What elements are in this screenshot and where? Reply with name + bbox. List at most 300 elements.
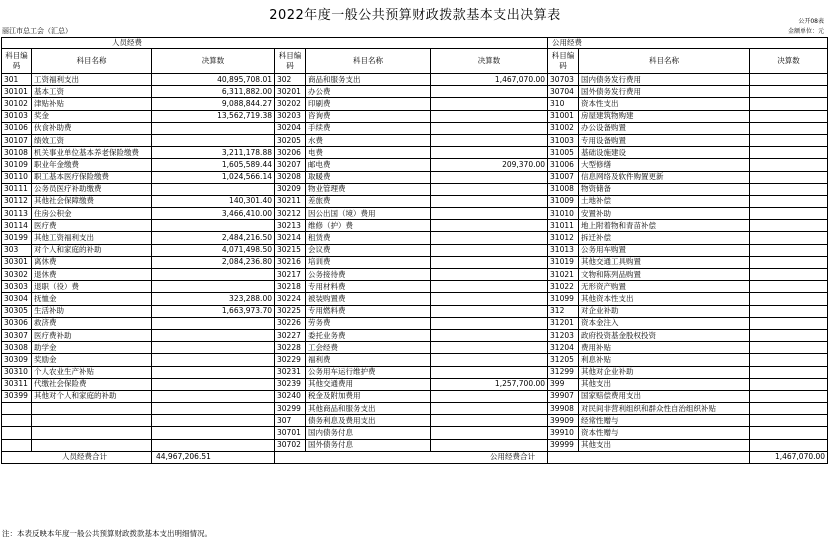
subject-name: 物资储备 (579, 183, 750, 195)
subject-name: 资本性赠与 (579, 427, 750, 439)
amount (750, 232, 828, 244)
amount (750, 244, 828, 256)
subject-name: 专用设备购置 (579, 134, 750, 146)
subject-name: 公务用车购置 (579, 244, 750, 256)
subject-name: 专用燃料费 (306, 305, 431, 317)
subject-code: 31204 (548, 342, 579, 354)
subject-name: 被装购置费 (306, 293, 431, 305)
subject-code: 30216 (275, 256, 306, 268)
amount (152, 329, 275, 341)
subject-name: 福利费 (306, 354, 431, 366)
subject-name: 退职（役）费 (32, 281, 152, 293)
subject-name: 办公费 (306, 86, 431, 98)
subject-code: 30112 (2, 195, 32, 207)
subject-name: 文物和陈列品购置 (579, 269, 750, 281)
subject-name: 资本金注入 (579, 317, 750, 329)
subject-name: 税金及附加费用 (306, 390, 431, 402)
amount (431, 403, 548, 415)
amount (431, 220, 548, 232)
amount (750, 147, 828, 159)
personnel-total-label: 人员经费合计 (2, 451, 152, 463)
subject-name: 其他对个人和家庭的补助 (32, 390, 152, 402)
subject-name (32, 427, 152, 439)
subject-code: 39908 (548, 403, 579, 415)
table-row (2, 439, 828, 451)
subject-code: 31019 (548, 256, 579, 268)
subject-code: 30106 (2, 122, 32, 134)
subject-name: 物业管理费 (306, 183, 431, 195)
amount (750, 159, 828, 171)
subject-code: 39909 (548, 415, 579, 427)
page-title: 2022年度一般公共预算财政拨款基本支出决算表 (269, 8, 561, 23)
subject-code: 30305 (2, 305, 32, 317)
subject-code: 30226 (275, 317, 306, 329)
subject-code (2, 415, 32, 427)
header-amount: 决算数 (750, 49, 828, 74)
header-name: 科目名称 (306, 49, 431, 74)
subject-name: 办公设备购置 (579, 122, 750, 134)
subject-name: 会议费 (306, 244, 431, 256)
subject-code (2, 403, 32, 415)
subject-code: 31002 (548, 122, 579, 134)
subject-code: 30229 (275, 354, 306, 366)
amount (152, 378, 275, 390)
subject-code: 30204 (275, 122, 306, 134)
table-row (2, 427, 828, 439)
subject-code: 30704 (548, 86, 579, 98)
amount (431, 208, 548, 220)
table-row (2, 403, 828, 415)
subject-code: 30304 (2, 293, 32, 305)
amount (431, 134, 548, 146)
subject-code: 31203 (548, 329, 579, 341)
subject-code: 30214 (275, 232, 306, 244)
subject-code: 30301 (2, 256, 32, 268)
subject-code: 301 (2, 74, 32, 86)
subject-code: 310 (548, 98, 579, 110)
subject-name: 其他支出 (579, 378, 750, 390)
subject-code: 30201 (275, 86, 306, 98)
table-row (2, 232, 828, 244)
table-row (2, 354, 828, 366)
subject-name: 对个人和家庭的补助 (32, 244, 152, 256)
totals-row (2, 451, 828, 463)
subject-code: 30303 (2, 281, 32, 293)
amount: 1,257,700.00 (431, 378, 548, 390)
amount (750, 305, 828, 317)
subject-name: 住房公积金 (32, 208, 152, 220)
amount (431, 293, 548, 305)
table-row (2, 378, 828, 390)
subject-name: 救济费 (32, 317, 152, 329)
subject-code: 30227 (275, 329, 306, 341)
subject-name: 其他商品和服务支出 (306, 403, 431, 415)
amount: 40,895,708.01 (152, 74, 275, 86)
amount (431, 147, 548, 159)
unit-label: 金额单位：元 (787, 28, 824, 35)
subject-name: 经常性赠与 (579, 415, 750, 427)
subject-code: 30207 (275, 159, 306, 171)
amount (431, 269, 548, 281)
subject-code: 307 (275, 415, 306, 427)
footnote: 注：本表反映本年度一般公共预算财政拨款基本支出明细情况。 (2, 529, 212, 538)
subject-code (2, 427, 32, 439)
subject-name: 其他交通工具购置 (579, 256, 750, 268)
amount (431, 342, 548, 354)
amount (750, 74, 828, 86)
amount (431, 98, 548, 110)
subject-name: 工资福利支出 (32, 74, 152, 86)
table-row (2, 342, 828, 354)
expenditure-table (1, 37, 828, 464)
amount (431, 110, 548, 122)
subject-name: 邮电费 (306, 159, 431, 171)
subject-code: 30111 (2, 183, 32, 195)
amount: 140,301.40 (152, 195, 275, 207)
subject-code: 30218 (275, 281, 306, 293)
subject-name: 国内债务发行费用 (579, 74, 750, 86)
subject-code: 30199 (2, 232, 32, 244)
subject-code: 31010 (548, 208, 579, 220)
subject-code: 30213 (275, 220, 306, 232)
subject-code: 30311 (2, 378, 32, 390)
amount (750, 183, 828, 195)
subject-code: 30211 (275, 195, 306, 207)
amount (750, 378, 828, 390)
subject-code: 30102 (2, 98, 32, 110)
form-number: 公开08表 (798, 18, 824, 25)
public-total-label: 公用经费合计 (275, 451, 548, 463)
header-code: 科目编码 (2, 49, 32, 74)
subject-name: 其他支出 (579, 439, 750, 451)
amount (750, 220, 828, 232)
amount (152, 427, 275, 439)
subject-code: 30203 (275, 110, 306, 122)
subject-code: 39907 (548, 390, 579, 402)
amount (750, 439, 828, 451)
subject-code: 31001 (548, 110, 579, 122)
subject-name: 拆迁补偿 (579, 232, 750, 244)
amount (750, 342, 828, 354)
table-row (2, 110, 828, 122)
subject-name: 资本性支出 (579, 98, 750, 110)
subject-name: 国家赔偿费用支出 (579, 390, 750, 402)
table-row (2, 366, 828, 378)
subject-code: 30703 (548, 74, 579, 86)
amount (750, 415, 828, 427)
subject-code: 30307 (2, 329, 32, 341)
amount (750, 317, 828, 329)
subject-code: 31021 (548, 269, 579, 281)
amount (431, 86, 548, 98)
amount (431, 305, 548, 317)
amount (750, 256, 828, 268)
amount (750, 122, 828, 134)
subject-code: 31299 (548, 366, 579, 378)
subject-name: 国内债务付息 (306, 427, 431, 439)
amount (152, 366, 275, 378)
amount (431, 122, 548, 134)
amount (431, 329, 548, 341)
table-row (2, 147, 828, 159)
subject-code: 30110 (2, 171, 32, 183)
subject-code: 30103 (2, 110, 32, 122)
subject-code: 30239 (275, 378, 306, 390)
amount: 323,288.00 (152, 293, 275, 305)
subject-code: 30228 (275, 342, 306, 354)
public-total-amount: 1,467,070.00 (750, 451, 828, 463)
amount (152, 354, 275, 366)
amount: 9,088,844.27 (152, 98, 275, 110)
header-code: 科目编码 (548, 49, 579, 74)
table-row (2, 269, 828, 281)
amount (750, 281, 828, 293)
amount (152, 269, 275, 281)
subject-name: 退休费 (32, 269, 152, 281)
subject-code: 30231 (275, 366, 306, 378)
amount (431, 427, 548, 439)
amount (431, 281, 548, 293)
table-row (2, 390, 828, 402)
subject-code: 30302 (2, 269, 32, 281)
amount (750, 403, 828, 415)
subject-name: 手续费 (306, 122, 431, 134)
table-row (2, 195, 828, 207)
amount (431, 256, 548, 268)
table-row (2, 317, 828, 329)
header-name: 科目名称 (579, 49, 750, 74)
subject-name: 印刷费 (306, 98, 431, 110)
header-name: 科目名称 (32, 49, 152, 74)
amount: 1,467,070.00 (431, 74, 548, 86)
subject-name (32, 415, 152, 427)
subject-name: 公务接待费 (306, 269, 431, 281)
amount (431, 195, 548, 207)
subject-name: 奖励金 (32, 354, 152, 366)
amount (431, 354, 548, 366)
amount (750, 134, 828, 146)
amount (750, 86, 828, 98)
subject-code: 30225 (275, 305, 306, 317)
subject-code: 30208 (275, 171, 306, 183)
subject-code: 31022 (548, 281, 579, 293)
subject-name: 对企业补助 (579, 305, 750, 317)
amount (750, 293, 828, 305)
amount: 3,211,178.88 (152, 147, 275, 159)
amount (152, 183, 275, 195)
subject-code: 31205 (548, 354, 579, 366)
amount (431, 244, 548, 256)
subject-name: 劳务费 (306, 317, 431, 329)
subject-code: 30310 (2, 366, 32, 378)
table-row (2, 281, 828, 293)
amount: 1,663,973.70 (152, 305, 275, 317)
subject-name: 委托业务费 (306, 329, 431, 341)
amount (431, 171, 548, 183)
subject-code (2, 439, 32, 451)
subject-code: 39910 (548, 427, 579, 439)
amount (152, 390, 275, 402)
amount (152, 134, 275, 146)
subject-code: 31009 (548, 195, 579, 207)
subject-name: 水费 (306, 134, 431, 146)
subject-name: 维修（护）费 (306, 220, 431, 232)
amount: 1,605,589.44 (152, 159, 275, 171)
table-row (2, 122, 828, 134)
subject-code: 30114 (2, 220, 32, 232)
header-code: 科目编码 (275, 49, 306, 74)
amount (152, 415, 275, 427)
subject-code: 31011 (548, 220, 579, 232)
table-row (2, 256, 828, 268)
personnel-total-amount: 44,967,206.51 (152, 451, 275, 463)
subject-name: 机关事业单位基本养老保险缴费 (32, 147, 152, 159)
subject-name: 信息网络及软件购置更新 (579, 171, 750, 183)
table-row (2, 220, 828, 232)
subject-code: 30212 (275, 208, 306, 220)
subject-name: 政府投资基金股权投资 (579, 329, 750, 341)
subject-name: 国外债务付息 (306, 439, 431, 451)
amount (431, 415, 548, 427)
subject-code: 30206 (275, 147, 306, 159)
organization-name: 丽江市总工会（汇总） (2, 27, 72, 35)
subject-name: 费用补贴 (579, 342, 750, 354)
subject-name: 津贴补贴 (32, 98, 152, 110)
subject-name: 其他资本性支出 (579, 293, 750, 305)
amount (750, 269, 828, 281)
subject-code: 30399 (2, 390, 32, 402)
subject-code: 30107 (2, 134, 32, 146)
subject-name: 无形资产购置 (579, 281, 750, 293)
subject-code: 39999 (548, 439, 579, 451)
subject-name: 差旅费 (306, 195, 431, 207)
subject-code: 31007 (548, 171, 579, 183)
subject-code: 30308 (2, 342, 32, 354)
subject-name: 助学金 (32, 342, 152, 354)
subject-name: 其他社会保障缴费 (32, 195, 152, 207)
subject-name: 房屋建筑物购建 (579, 110, 750, 122)
subject-name: 因公出国（境）费用 (306, 208, 431, 220)
table-row (2, 244, 828, 256)
subject-code: 31012 (548, 232, 579, 244)
amount (431, 232, 548, 244)
table-row (2, 74, 828, 86)
subject-name: 医疗费补助 (32, 329, 152, 341)
subject-code: 312 (548, 305, 579, 317)
subject-name: 基础设施建设 (579, 147, 750, 159)
subject-code: 31006 (548, 159, 579, 171)
subject-code: 31099 (548, 293, 579, 305)
subject-name: 对民间非营利组织和群众性自治组织补贴 (579, 403, 750, 415)
header-amount: 决算数 (152, 49, 275, 74)
amount (152, 281, 275, 293)
amount (750, 195, 828, 207)
subject-name: 培训费 (306, 256, 431, 268)
subject-name: 债务利息及费用支出 (306, 415, 431, 427)
table-row (2, 415, 828, 427)
table-row (2, 208, 828, 220)
amount (431, 183, 548, 195)
amount (152, 403, 275, 415)
subject-name: 地上附着物和青苗补偿 (579, 220, 750, 232)
subject-code: 30108 (2, 147, 32, 159)
amount (152, 317, 275, 329)
subject-code: 399 (548, 378, 579, 390)
amount (750, 427, 828, 439)
amount: 6,311,882.00 (152, 86, 275, 98)
amount (750, 366, 828, 378)
subject-name: 离休费 (32, 256, 152, 268)
amount (152, 122, 275, 134)
subject-name: 奖金 (32, 110, 152, 122)
subject-name: 公务用车运行维护费 (306, 366, 431, 378)
subject-code: 30209 (275, 183, 306, 195)
subject-code: 30109 (2, 159, 32, 171)
subject-name (32, 439, 152, 451)
amount (750, 390, 828, 402)
amount (431, 439, 548, 451)
amount (750, 208, 828, 220)
subject-name: 职工基本医疗保险缴费 (32, 171, 152, 183)
subject-code: 31005 (548, 147, 579, 159)
subject-name: 专用材料费 (306, 281, 431, 293)
subject-name: 公务员医疗补助缴费 (32, 183, 152, 195)
amount (750, 354, 828, 366)
subject-code: 31013 (548, 244, 579, 256)
section-personnel: 人员经费 (2, 38, 548, 49)
subject-name: 医疗费 (32, 220, 152, 232)
subject-name: 大型修缮 (579, 159, 750, 171)
subject-name: 个人农业生产补贴 (32, 366, 152, 378)
subject-code: 30215 (275, 244, 306, 256)
amount: 2,084,236.80 (152, 256, 275, 268)
table-row (2, 171, 828, 183)
table-row (2, 305, 828, 317)
subject-name: 取暖费 (306, 171, 431, 183)
subject-code: 31201 (548, 317, 579, 329)
table-row (2, 134, 828, 146)
table-row (2, 86, 828, 98)
subject-name: 其他交通费用 (306, 378, 431, 390)
subject-name: 电费 (306, 147, 431, 159)
amount: 1,024,566.14 (152, 171, 275, 183)
subject-code: 303 (2, 244, 32, 256)
subject-name: 基本工资 (32, 86, 152, 98)
subject-code: 31008 (548, 183, 579, 195)
amount: 209,370.00 (431, 159, 548, 171)
subject-code: 30202 (275, 98, 306, 110)
table-row (2, 159, 828, 171)
subject-code: 31003 (548, 134, 579, 146)
subject-name: 生活补助 (32, 305, 152, 317)
amount: 13,562,719.38 (152, 110, 275, 122)
amount (152, 220, 275, 232)
subject-name: 工会经费 (306, 342, 431, 354)
amount: 3,466,410.00 (152, 208, 275, 220)
subject-name: 商品和服务支出 (306, 74, 431, 86)
subject-name: 国外债务发行费用 (579, 86, 750, 98)
subject-name: 职业年金缴费 (32, 159, 152, 171)
table-row (2, 329, 828, 341)
amount (152, 439, 275, 451)
amount (431, 317, 548, 329)
subject-name: 咨询费 (306, 110, 431, 122)
header-amount: 决算数 (431, 49, 548, 74)
amount (750, 110, 828, 122)
subject-name: 代缴社会保险费 (32, 378, 152, 390)
table-row (2, 183, 828, 195)
subject-code: 30701 (275, 427, 306, 439)
